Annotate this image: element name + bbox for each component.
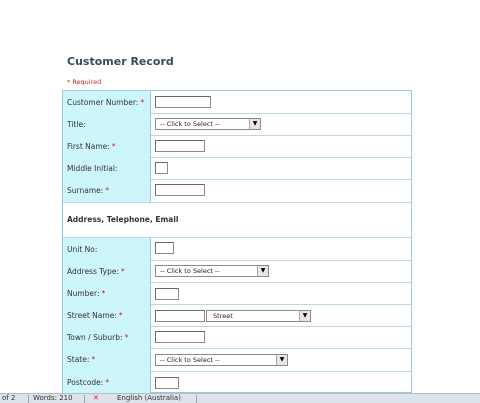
chevron-down-icon[interactable]: ▼ — [276, 355, 287, 365]
chevron-down-icon[interactable]: ▼ — [299, 311, 310, 321]
chevron-down-icon[interactable]: ▼ — [249, 119, 260, 129]
section-heading-address: Address, Telephone, Email — [63, 202, 411, 238]
first-name-input[interactable] — [155, 140, 205, 152]
title-label: Title: — [63, 113, 151, 135]
customer-number-label: Customer Number: * — [63, 91, 151, 113]
customer-number-input[interactable] — [155, 96, 211, 108]
chevron-down-icon[interactable]: ▼ — [257, 266, 268, 276]
address-type-select[interactable]: -- Click to Select -- ▼ — [155, 265, 269, 277]
postcode-input[interactable] — [155, 377, 179, 389]
language-indicator[interactable]: English (Australia) — [117, 394, 181, 402]
row-surname — [63, 179, 411, 203]
row-number — [63, 282, 411, 305]
row-address-type — [63, 260, 411, 283]
surname-input[interactable] — [155, 184, 205, 196]
town-suburb-input[interactable] — [155, 331, 205, 343]
middle-initial-input[interactable] — [155, 162, 168, 174]
required-note: * Required — [67, 78, 102, 86]
unit-no-input[interactable] — [155, 242, 174, 254]
row-middle-initial — [63, 157, 411, 180]
row-town-suburb — [63, 326, 411, 349]
street-type-select[interactable]: Street ▼ — [206, 310, 311, 322]
page-count[interactable]: of 2 — [2, 394, 16, 402]
surname-label: Surname: * — [63, 179, 151, 202]
row-first-name — [63, 135, 411, 158]
address-type-label: Address Type: * — [63, 260, 151, 282]
row-street-name — [63, 304, 411, 327]
state-label: State: * — [63, 348, 151, 371]
row-postcode — [63, 371, 411, 393]
row-title — [63, 113, 411, 136]
postcode-label: Postcode: * — [63, 371, 151, 393]
town-suburb-label: Town / Suburb: * — [63, 326, 151, 348]
row-customer-number — [63, 91, 411, 114]
red-x-icon[interactable]: ✕ — [93, 394, 99, 402]
row-unit-no — [63, 238, 411, 261]
number-input[interactable] — [155, 288, 179, 300]
street-name-input[interactable] — [155, 310, 205, 322]
word-count[interactable]: Words: 210 — [33, 394, 73, 402]
title-select[interactable]: -- Click to Select -- ▼ — [155, 118, 261, 130]
middle-initial-label: Middle Initial: — [63, 157, 151, 179]
number-label: Number: * — [63, 282, 151, 304]
state-select[interactable]: -- Click to Select -- ▼ — [155, 354, 288, 366]
unit-no-label: Unit No: — [63, 238, 151, 260]
row-state — [63, 348, 411, 372]
first-name-label: First Name: * — [63, 135, 151, 157]
street-name-label: Street Name: * — [63, 304, 151, 326]
page-title: Customer Record — [67, 55, 174, 68]
customer-form — [62, 90, 412, 393]
